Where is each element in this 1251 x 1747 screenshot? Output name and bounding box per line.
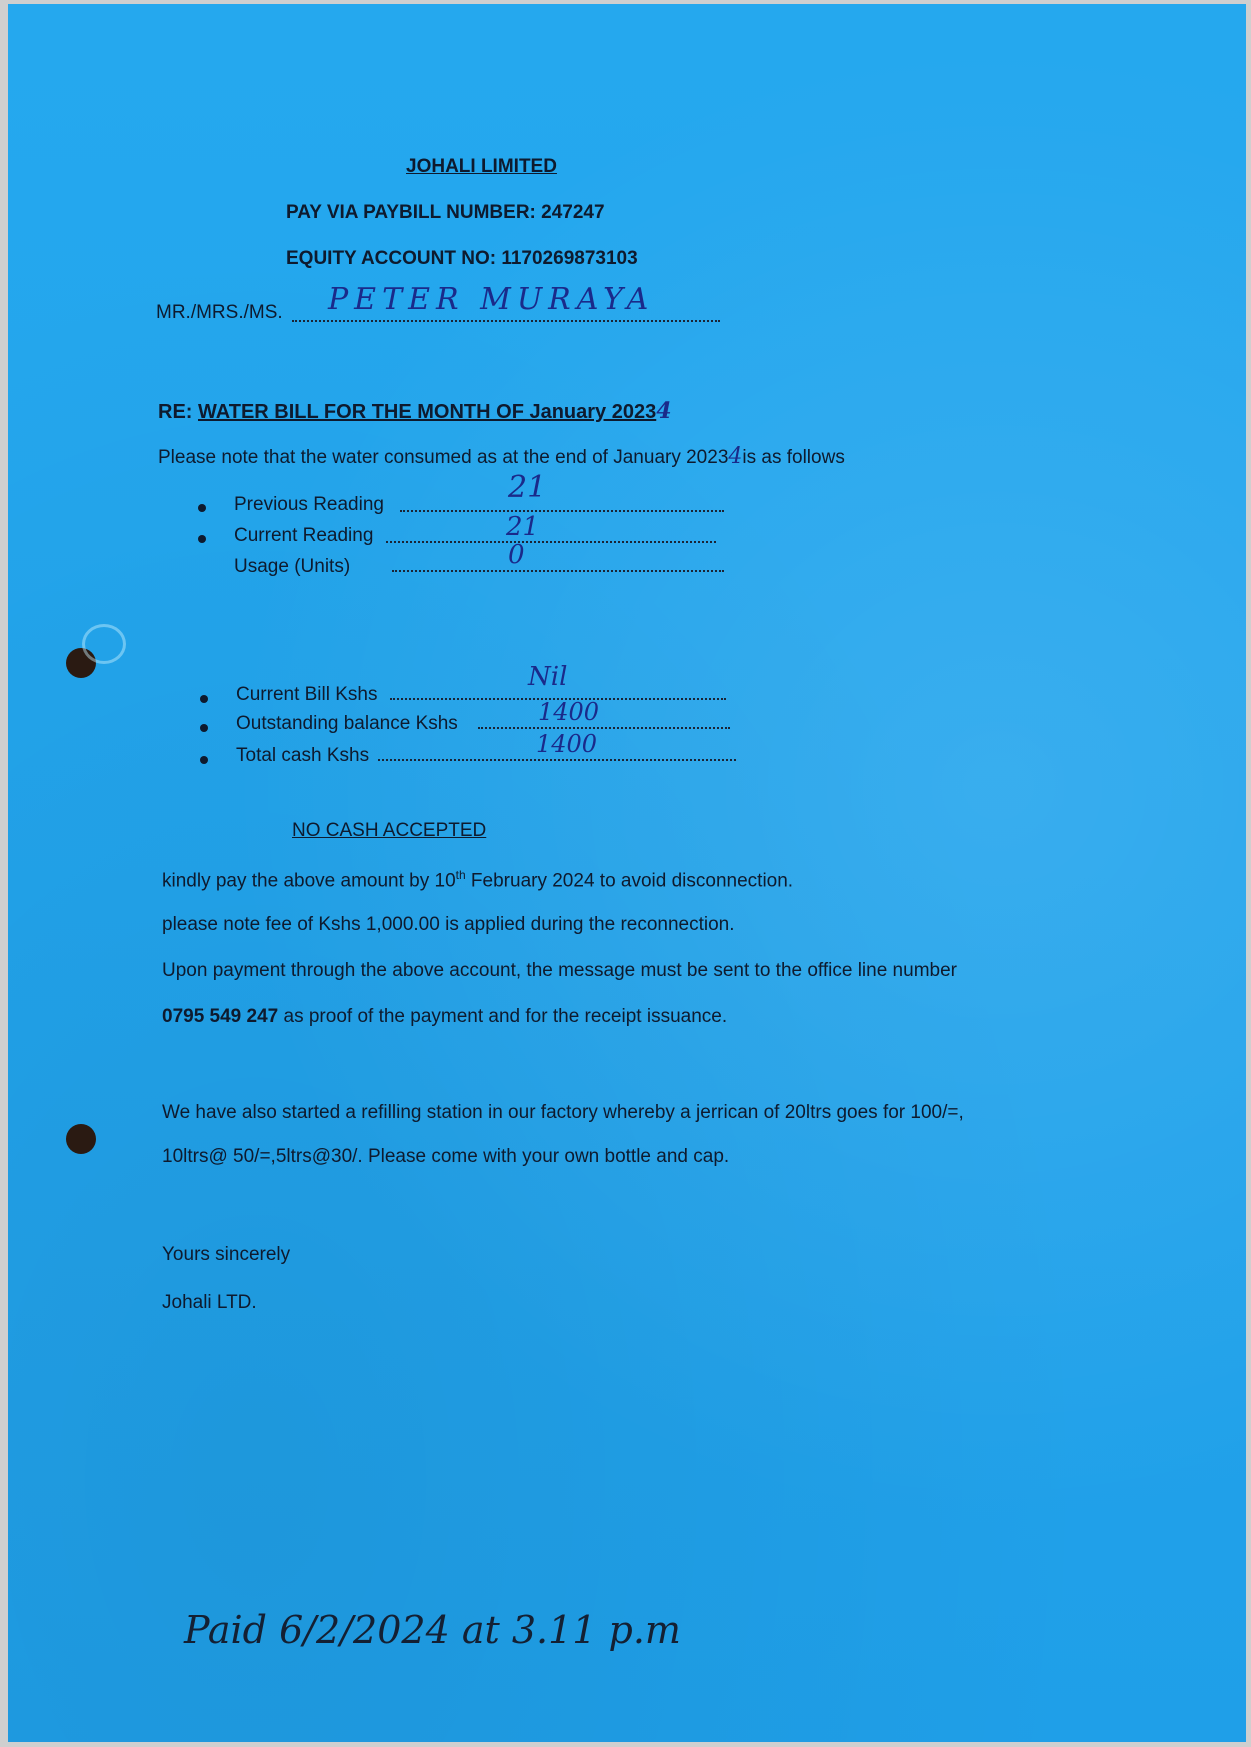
subject-title: WATER BILL FOR THE MONTH OF January 2023 <box>198 401 657 423</box>
subject-prefix: RE: <box>158 401 193 423</box>
billing-value: Nil <box>528 662 568 692</box>
bullet <box>200 695 208 703</box>
refill-text-line1: We have also started a refilling station in our factory whereby a jerrican of 20ltrs goes for 100/=, <box>162 1102 964 1123</box>
reconnection-text: please note fee of Kshs 1,000.00 is applied during the reconnection. <box>162 914 735 935</box>
billing-label: Total cash Kshs <box>236 745 370 766</box>
recipient-label: MR./MRS./MS. <box>156 302 283 323</box>
payment-text-rest: as proof of the payment and for the receipt issuance. <box>278 1006 728 1027</box>
billing-value: 1400 <box>538 698 600 726</box>
punch-hole-ring <box>82 624 126 664</box>
paid-note: Paid 6/2/2024 at 3.11 p.m <box>184 1608 681 1652</box>
reading-value: 21 <box>506 512 540 542</box>
reading-value: 0 <box>508 540 525 570</box>
subject-line <box>158 398 672 424</box>
paybill-number: PAY VIA PAYBILL NUMBER: 247247 <box>286 202 605 223</box>
bullet <box>198 535 206 543</box>
subject-correction: 4 <box>656 398 672 424</box>
reading-label: Previous Reading <box>234 494 384 515</box>
intro-text-before: Please note that the water consumed as at the end of January 2023 <box>158 447 729 468</box>
intro-text-after: is as follows <box>742 447 845 468</box>
punch-hole <box>66 1124 96 1154</box>
billing-label: Outstanding balance Kshs <box>236 713 458 734</box>
billing-value: 1400 <box>536 730 598 758</box>
recipient-line <box>292 320 720 322</box>
deadline-text <box>162 868 793 892</box>
reading-line <box>386 541 716 543</box>
account-number: EQUITY ACCOUNT NO: 1170269873103 <box>286 248 638 269</box>
billing-line <box>478 727 730 729</box>
closing-salutation: Yours sincerely <box>162 1244 291 1265</box>
deadline-text-after: February 2024 to avoid disconnection. <box>465 870 794 892</box>
water-bill-document <box>8 4 1246 1742</box>
intro-correction: 4 <box>728 444 743 469</box>
bullet <box>198 504 206 512</box>
billing-label: Current Bill Kshs <box>236 684 378 705</box>
billing-line <box>378 759 736 761</box>
closing-signature: Johali LTD. <box>162 1292 257 1313</box>
deadline-sup: th <box>455 868 466 882</box>
company-name: JOHALI LIMITED <box>406 156 557 177</box>
reading-line <box>400 510 724 512</box>
intro-text <box>158 444 845 469</box>
reading-value: 21 <box>508 470 547 505</box>
reading-label: Current Reading <box>234 525 374 546</box>
payment-text-line1: Upon payment through the above account, the message must be sent to the office line number <box>162 960 957 981</box>
bullet <box>200 756 208 764</box>
refill-text-line2: 10ltrs@ 50/=,5ltrs@30/. Please come with your own bottle and cap. <box>162 1146 730 1167</box>
reading-label: Usage (Units) <box>234 556 351 577</box>
no-cash-notice: NO CASH ACCEPTED <box>292 820 487 841</box>
deadline-text-before: kindly pay the above amount by 10 <box>162 870 456 892</box>
office-phone: 0795 549 247 <box>162 1006 279 1027</box>
bullet <box>200 724 208 732</box>
reading-line <box>392 570 724 572</box>
payment-text-line2 <box>162 1006 727 1028</box>
recipient-name: PETER MURAYA <box>328 282 655 317</box>
